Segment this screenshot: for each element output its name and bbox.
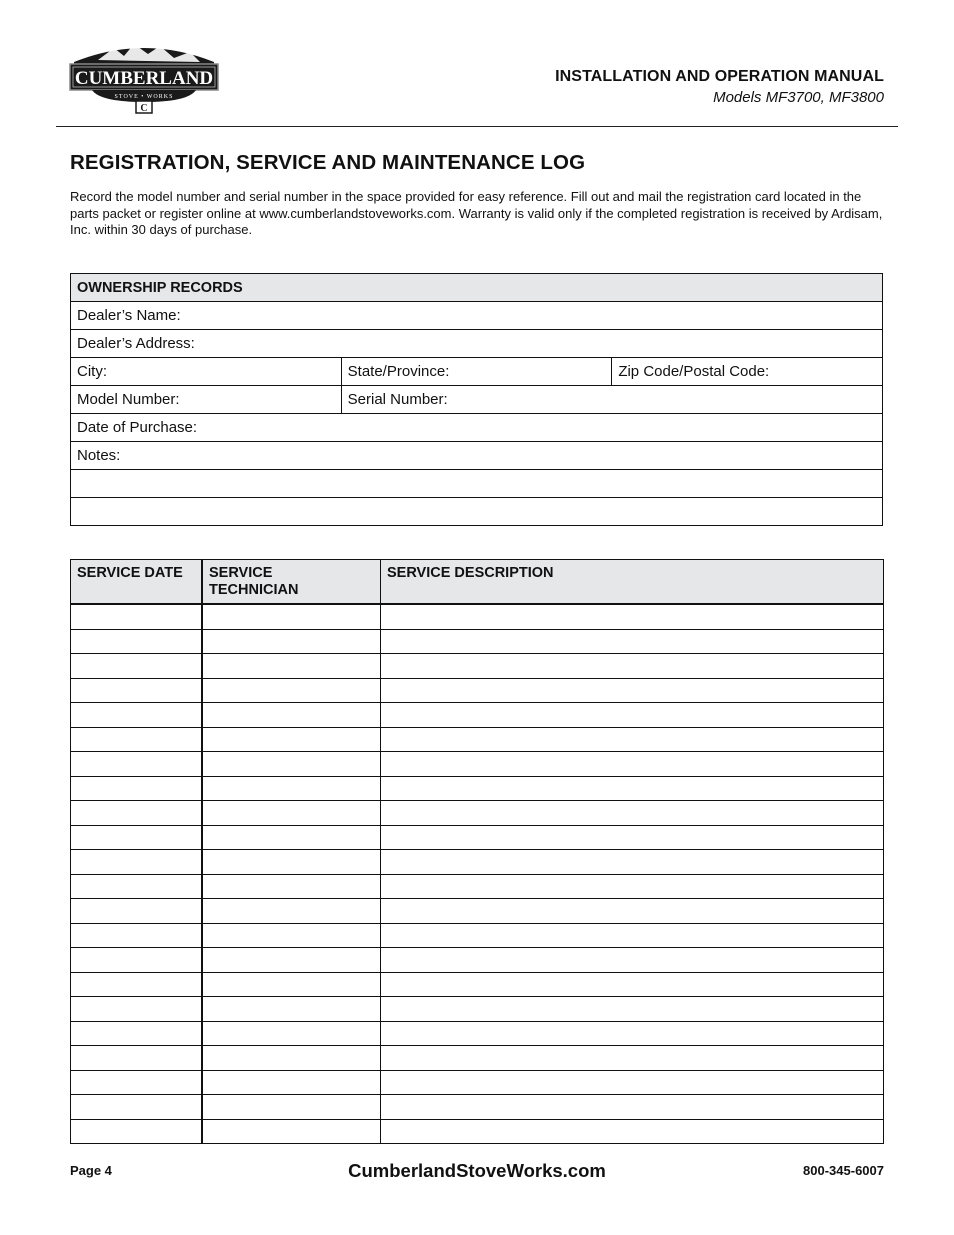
service-date-header: SERVICE DATE bbox=[71, 560, 203, 605]
model-number-field[interactable]: Model Number: bbox=[71, 386, 342, 414]
service-technician-cell[interactable] bbox=[202, 654, 381, 679]
service-technician-header bbox=[202, 560, 381, 605]
service-description-cell[interactable] bbox=[381, 997, 884, 1022]
table-row bbox=[71, 629, 884, 654]
service-description-cell[interactable] bbox=[381, 1021, 884, 1046]
service-technician-cell[interactable] bbox=[202, 801, 381, 826]
footer-website: CumberlandStoveWorks.com bbox=[348, 1160, 606, 1181]
service-date-cell[interactable] bbox=[71, 874, 203, 899]
zip-field[interactable]: Zip Code/Postal Code: bbox=[612, 358, 883, 386]
service-date-cell[interactable] bbox=[71, 825, 203, 850]
table-row bbox=[71, 442, 883, 470]
intro-paragraph: Record the model number and serial number in the space provided for easy reference. Fill out and mail the registration card located in the parts packet or register online at www.cumberlandstoveworks.com. Warranty is valid only if the completed registration is received by Ardisam, Inc. within 30 days of purchase. bbox=[70, 189, 883, 238]
table-row bbox=[71, 302, 883, 330]
service-date-cell[interactable] bbox=[71, 997, 203, 1022]
manual-models: Models MF3700, MF3800 bbox=[713, 89, 884, 106]
service-date-cell[interactable] bbox=[71, 972, 203, 997]
table-row bbox=[71, 330, 883, 358]
service-technician-cell[interactable] bbox=[202, 825, 381, 850]
svg-text:STOVE • WORKS: STOVE • WORKS bbox=[114, 94, 174, 100]
service-description-cell[interactable] bbox=[381, 1095, 884, 1120]
service-technician-cell[interactable] bbox=[202, 1046, 381, 1071]
table-row bbox=[71, 997, 884, 1022]
service-technician-cell[interactable] bbox=[202, 899, 381, 924]
service-technician-cell[interactable] bbox=[202, 1021, 381, 1046]
service-description-cell[interactable] bbox=[381, 948, 884, 973]
notes-field[interactable]: Notes: bbox=[71, 442, 883, 470]
service-description-cell[interactable] bbox=[381, 678, 884, 703]
service-technician-cell[interactable] bbox=[202, 948, 381, 973]
table-row bbox=[71, 1119, 884, 1144]
service-technician-cell[interactable] bbox=[202, 678, 381, 703]
table-row bbox=[71, 414, 883, 442]
service-technician-cell[interactable] bbox=[202, 703, 381, 728]
header-divider bbox=[56, 126, 898, 127]
service-description-cell[interactable] bbox=[381, 629, 884, 654]
table-row bbox=[71, 899, 884, 924]
service-description-cell[interactable] bbox=[381, 654, 884, 679]
service-description-cell[interactable] bbox=[381, 1046, 884, 1071]
service-date-cell[interactable] bbox=[71, 899, 203, 924]
table-row bbox=[71, 850, 884, 875]
table-row bbox=[71, 948, 884, 973]
table-row bbox=[71, 923, 884, 948]
cumberland-logo bbox=[68, 40, 220, 114]
service-date-cell[interactable] bbox=[71, 1021, 203, 1046]
state-field[interactable]: State/Province: bbox=[341, 358, 612, 386]
service-description-cell[interactable] bbox=[381, 727, 884, 752]
table-row bbox=[71, 654, 884, 679]
svg-text:C: C bbox=[140, 103, 148, 114]
service-description-cell[interactable] bbox=[381, 1119, 884, 1144]
ownership-records-table bbox=[70, 273, 883, 526]
service-technician-cell[interactable] bbox=[202, 997, 381, 1022]
service-date-cell[interactable] bbox=[71, 629, 203, 654]
table-row bbox=[71, 386, 883, 414]
service-date-cell[interactable] bbox=[71, 654, 203, 679]
service-technician-header-line1: SERVICE bbox=[209, 565, 273, 581]
service-date-cell[interactable] bbox=[71, 1046, 203, 1071]
service-date-cell[interactable] bbox=[71, 776, 203, 801]
service-date-cell[interactable] bbox=[71, 678, 203, 703]
service-description-cell[interactable] bbox=[381, 801, 884, 826]
service-technician-cell[interactable] bbox=[202, 752, 381, 777]
service-description-cell[interactable] bbox=[381, 604, 884, 629]
notes-line[interactable] bbox=[71, 498, 883, 526]
table-row bbox=[71, 358, 883, 386]
logo-emblem-icon bbox=[68, 40, 220, 114]
table-row bbox=[71, 1021, 884, 1046]
footer-phone: 800-345-6007 bbox=[803, 1163, 884, 1178]
table-row bbox=[71, 470, 883, 498]
service-technician-cell[interactable] bbox=[202, 923, 381, 948]
serial-number-field[interactable]: Serial Number: bbox=[341, 386, 882, 414]
table-row bbox=[71, 972, 884, 997]
service-technician-cell[interactable] bbox=[202, 1119, 381, 1144]
service-description-cell[interactable] bbox=[381, 923, 884, 948]
service-date-cell[interactable] bbox=[71, 1070, 203, 1095]
service-technician-cell[interactable] bbox=[202, 1070, 381, 1095]
svg-text:CUMBERLAND: CUMBERLAND bbox=[74, 68, 214, 89]
table-row bbox=[71, 801, 884, 826]
service-log-body bbox=[71, 604, 884, 1144]
table-row bbox=[71, 678, 884, 703]
table-row bbox=[71, 1070, 884, 1095]
table-row bbox=[71, 727, 884, 752]
service-date-cell[interactable] bbox=[71, 1119, 203, 1144]
service-description-cell[interactable] bbox=[381, 703, 884, 728]
service-description-cell[interactable] bbox=[381, 1070, 884, 1095]
service-date-cell[interactable] bbox=[71, 801, 203, 826]
service-header-row bbox=[71, 560, 884, 605]
service-date-cell[interactable] bbox=[71, 727, 203, 752]
service-technician-cell[interactable] bbox=[202, 727, 381, 752]
service-technician-cell[interactable] bbox=[202, 874, 381, 899]
service-description-cell[interactable] bbox=[381, 874, 884, 899]
dealer-name-field[interactable]: Dealer’s Name: bbox=[71, 302, 883, 330]
table-row bbox=[71, 874, 884, 899]
service-description-cell[interactable] bbox=[381, 776, 884, 801]
service-date-cell[interactable] bbox=[71, 850, 203, 875]
service-technician-cell[interactable] bbox=[202, 850, 381, 875]
service-date-cell[interactable] bbox=[71, 948, 203, 973]
manual-title: INSTALLATION AND OPERATION MANUAL bbox=[555, 68, 884, 85]
service-log-table bbox=[70, 559, 884, 1144]
date-of-purchase-field[interactable]: Date of Purchase: bbox=[71, 414, 883, 442]
manual-header bbox=[555, 68, 884, 106]
service-technician-header-line2: TECHNICIAN bbox=[209, 582, 299, 598]
service-date-cell[interactable] bbox=[71, 923, 203, 948]
service-description-cell[interactable] bbox=[381, 850, 884, 875]
table-row bbox=[71, 498, 883, 526]
table-row bbox=[71, 604, 884, 629]
table-row bbox=[71, 776, 884, 801]
service-technician-cell[interactable] bbox=[202, 604, 381, 629]
table-row bbox=[71, 825, 884, 850]
service-date-cell[interactable] bbox=[71, 604, 203, 629]
notes-line[interactable] bbox=[71, 470, 883, 498]
service-technician-cell[interactable] bbox=[202, 972, 381, 997]
service-date-cell[interactable] bbox=[71, 703, 203, 728]
table-row bbox=[71, 1046, 884, 1071]
table-row bbox=[71, 1095, 884, 1120]
service-description-cell[interactable] bbox=[381, 899, 884, 924]
service-date-cell[interactable] bbox=[71, 752, 203, 777]
table-row bbox=[71, 703, 884, 728]
service-description-cell[interactable] bbox=[381, 825, 884, 850]
service-technician-cell[interactable] bbox=[202, 776, 381, 801]
table-row bbox=[71, 752, 884, 777]
ownership-header-row bbox=[71, 274, 883, 302]
dealer-address-field[interactable]: Dealer’s Address: bbox=[71, 330, 883, 358]
service-description-header: SERVICE DESCRIPTION bbox=[381, 560, 884, 605]
page-title: REGISTRATION, SERVICE AND MAINTENANCE LOG bbox=[70, 151, 586, 174]
ownership-heading: OWNERSHIP RECORDS bbox=[71, 274, 883, 302]
service-description-cell[interactable] bbox=[381, 972, 884, 997]
service-technician-cell[interactable] bbox=[202, 629, 381, 654]
service-date-cell[interactable] bbox=[71, 1095, 203, 1120]
service-technician-cell[interactable] bbox=[202, 1095, 381, 1120]
page-number: Page 4 bbox=[70, 1163, 112, 1178]
city-field[interactable]: City: bbox=[71, 358, 342, 386]
service-description-cell[interactable] bbox=[381, 752, 884, 777]
